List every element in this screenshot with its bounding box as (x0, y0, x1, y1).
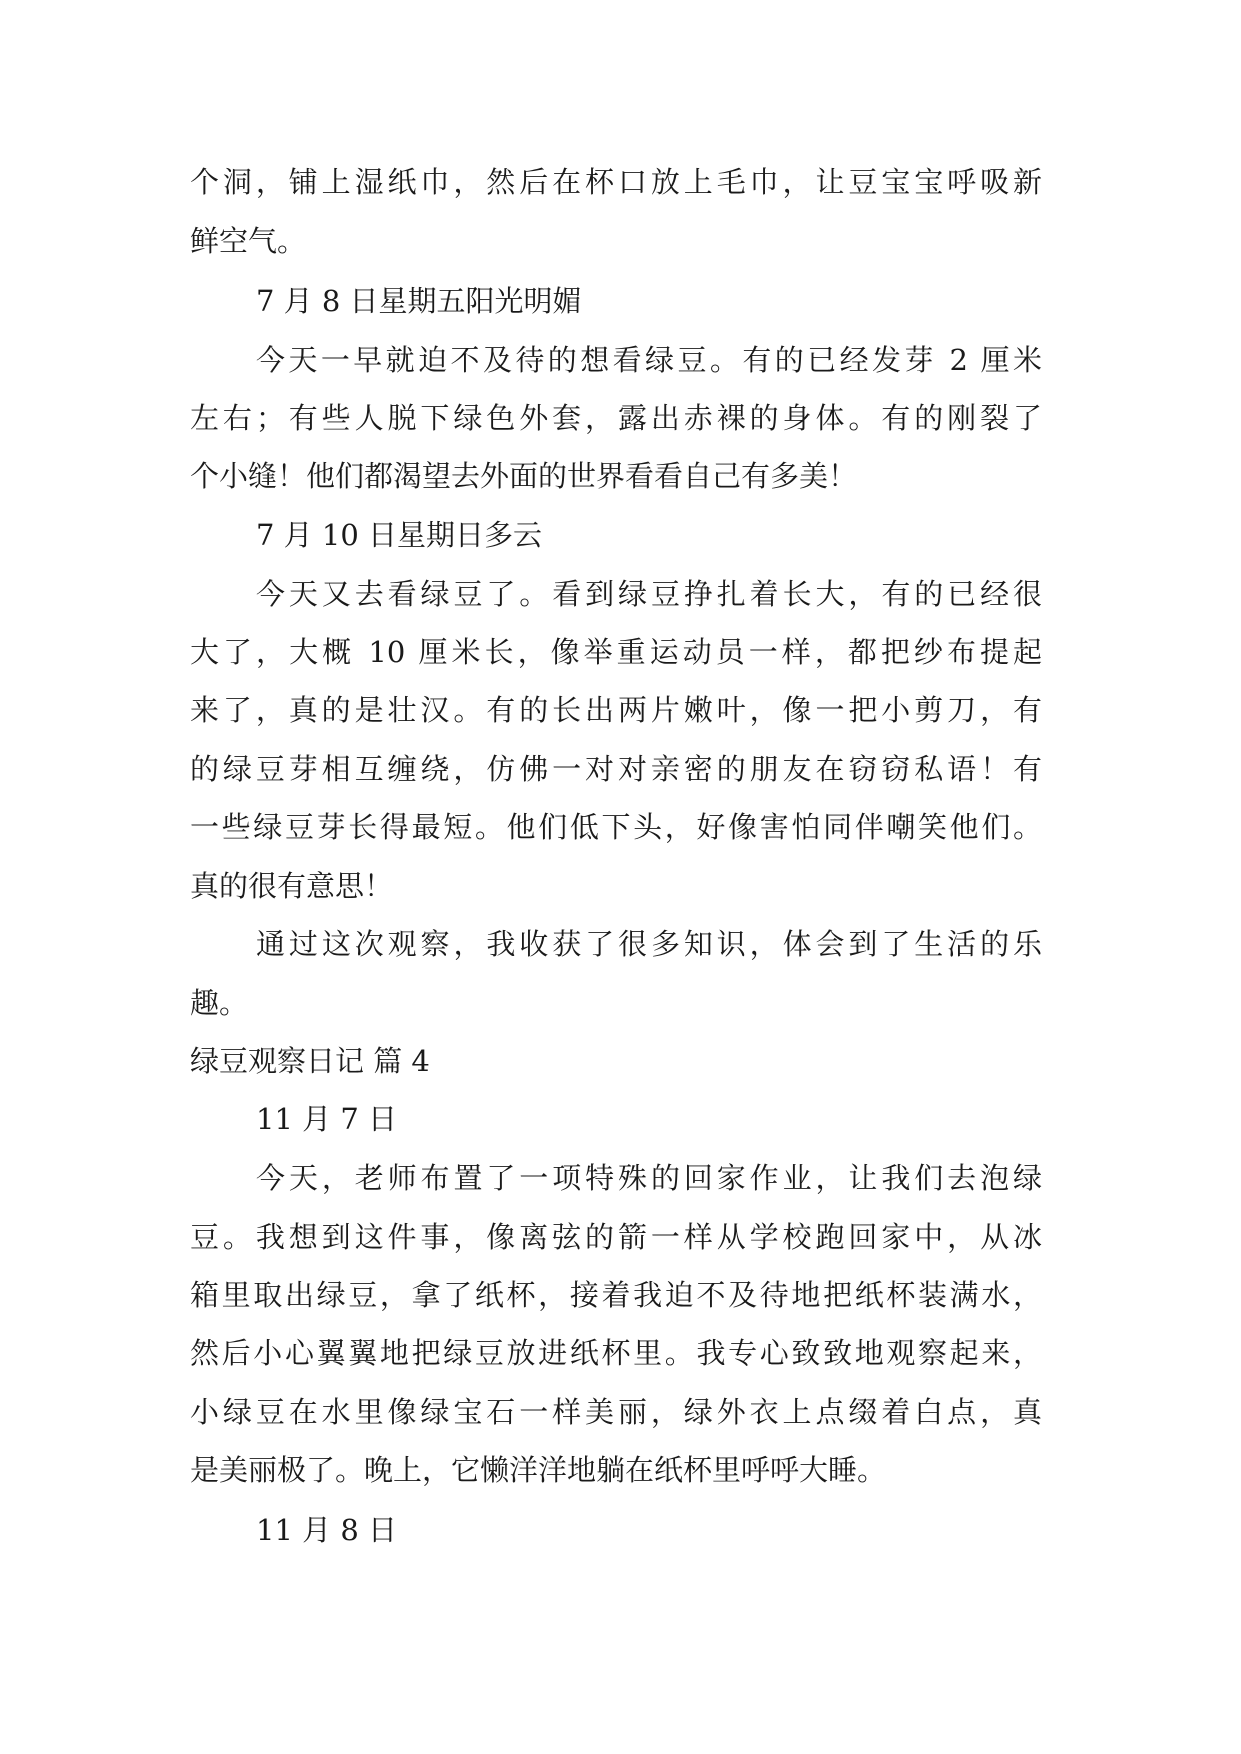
section-heading: 绿豆观察日记 篇 4 (190, 1044, 430, 1078)
paragraph-line: 今天又去看绿豆了。看到绿豆挣扎着长大，有的已经很 (256, 577, 1042, 611)
paragraph-line: 然后小心翼翼地把绿豆放进纸杯里。我专心致致地观察起来， (190, 1336, 1042, 1370)
diary-date: 7 月 10 日星期日多云 (256, 518, 543, 552)
paragraph-line: 个小缝！他们都渴望去外面的世界看看自己有多美！ (190, 459, 858, 493)
paragraph-line: 是美丽极了。晚上，它懒洋洋地躺在纸杯里呼呼大睡。 (190, 1453, 887, 1487)
paragraph-line: 鲜空气。 (190, 224, 307, 258)
diary-date: 11 月 7 日 (256, 1102, 398, 1136)
paragraph-line: 通过这次观察，我收获了很多知识，体会到了生活的乐 (256, 927, 1042, 961)
paragraph-line: 个洞，铺上湿纸巾，然后在杯口放上毛巾，让豆宝宝呼吸新 (190, 165, 1042, 199)
paragraph-line: 今天一早就迫不及待的想看绿豆。有的已经发芽 2 厘米 (256, 343, 1042, 377)
paragraph-line: 豆。我想到这件事，像离弦的箭一样从学校跑回家中，从冰 (190, 1220, 1042, 1254)
paragraph-line: 的绿豆芽相互缠绕，仿佛一对对亲密的朋友在窃窃私语！有 (190, 752, 1042, 786)
diary-date: 11 月 8 日 (256, 1513, 398, 1547)
paragraph-line: 一些绿豆芽长得最短。他们低下头，好像害怕同伴嘲笑他们。 (190, 810, 1042, 844)
paragraph-line: 箱里取出绿豆，拿了纸杯，接着我迫不及待地把纸杯装满水， (190, 1278, 1042, 1312)
paragraph-line: 来了，真的是壮汉。有的长出两片嫩叶，像一把小剪刀，有 (190, 693, 1042, 727)
paragraph-line: 大了，大概 10 厘米长，像举重运动员一样，都把纱布提起 (190, 635, 1042, 669)
paragraph-line: 小绿豆在水里像绿宝石一样美丽，绿外衣上点缀着白点，真 (190, 1395, 1042, 1429)
diary-date: 7 月 8 日星期五阳光明媚 (256, 284, 582, 318)
paragraph-line: 左右；有些人脱下绿色外套，露出赤裸的身体。有的刚裂了 (190, 401, 1042, 435)
paragraph-line: 今天，老师布置了一项特殊的回家作业，让我们去泡绿 (256, 1161, 1042, 1195)
paragraph-line: 真的很有意思！ (190, 869, 394, 903)
paragraph-line: 趣。 (190, 986, 249, 1020)
